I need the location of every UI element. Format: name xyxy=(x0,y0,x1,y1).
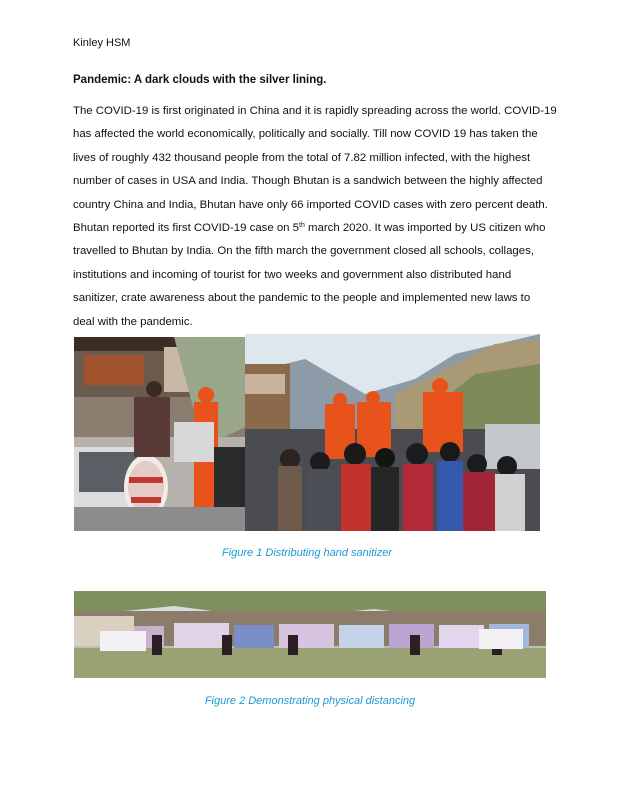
body-line: deal with the pandemic. xyxy=(73,315,193,328)
body-line xyxy=(73,217,551,240)
figure2-photo xyxy=(74,591,546,678)
body-line: sanitizer, crate awareness about the pandemic to the people and implemented new laws to xyxy=(73,292,531,305)
article-body xyxy=(73,100,557,334)
body-line: number of cases in USA and India. Though Bhutan is a sandwich between the highly affected xyxy=(73,175,543,188)
figure1-caption: Figure 1 Distributing hand sanitizer xyxy=(222,547,392,559)
figure1-photo-left xyxy=(74,337,245,531)
body-line-text: Bhutan reported its first COVID-19 case on 5 xyxy=(73,222,300,235)
body-line: lives of roughly 432 thousand people from the total of 7.82 million infected, with the highest xyxy=(73,151,531,164)
body-line: country China and India, Bhutan have only 66 imported COVID cases with zero percent death. xyxy=(73,198,548,211)
ordinal-suffix: th xyxy=(299,222,305,230)
body-line: institutions and incoming of tourist for two weeks and government also distributed hand xyxy=(73,268,512,281)
body-line-text: march 2020. It was imported by US citizen who xyxy=(304,222,546,235)
body-line: travelled to Bhutan by India. On the fifth march the government closed all schools, collages, xyxy=(73,245,534,258)
body-line: has affected the world economically, politically and socially. Till now COVID 19 has taken the xyxy=(73,128,538,141)
figure1-photo-right xyxy=(245,334,540,531)
figure2-caption: Figure 2 Demonstrating physical distancing xyxy=(204,695,416,707)
article-title: Pandemic: A dark clouds with the silver lining. xyxy=(73,74,327,86)
body-line: The COVID-19 is first originated in China and it is rapidly spreading across the world. COVID-19 xyxy=(73,105,557,117)
page-header-author: Kinley HSM xyxy=(73,37,131,49)
